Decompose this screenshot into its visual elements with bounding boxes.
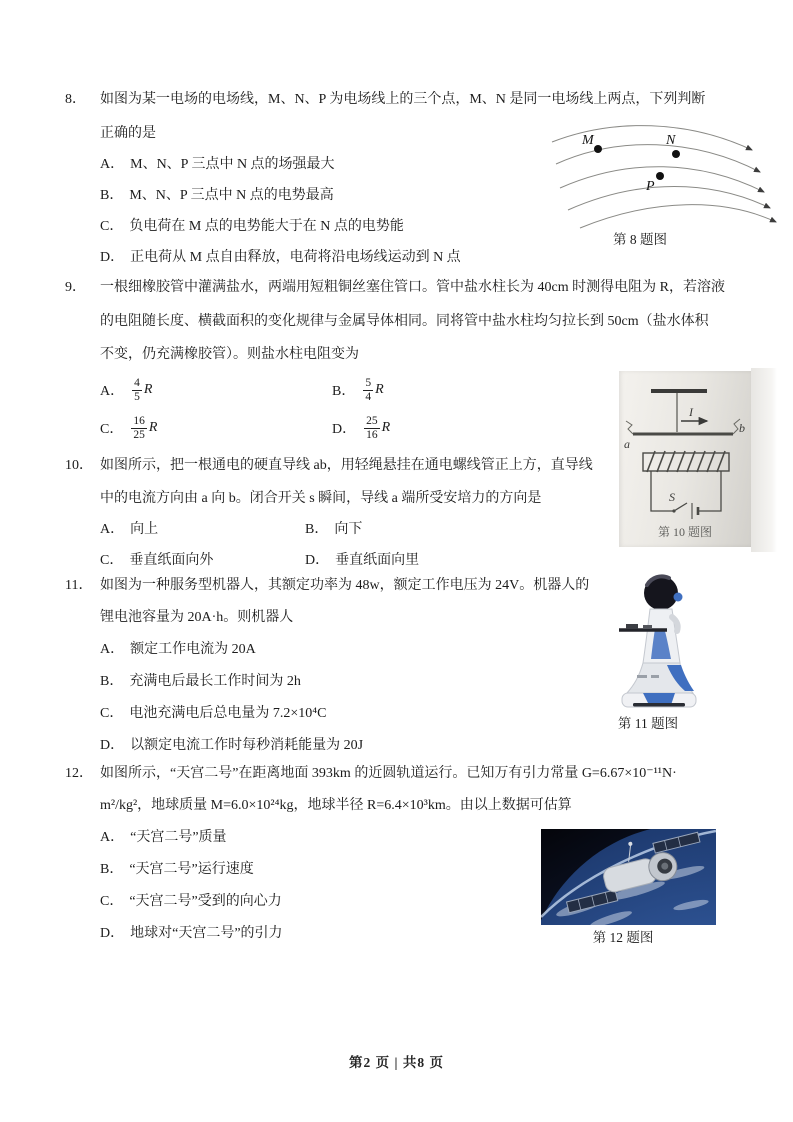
- option-label: B．: [100, 862, 124, 877]
- question-number: 10．: [65, 458, 93, 473]
- option-row: [65, 514, 610, 545]
- current-label: I: [689, 405, 693, 419]
- wire-end-b-label: b: [739, 421, 745, 435]
- option-9d: [332, 409, 390, 447]
- option-text: M、N、P 三点中 N 点的电势最高: [129, 188, 334, 203]
- point-n-label: N: [666, 133, 676, 148]
- question-line: [65, 570, 605, 602]
- option-label: C．: [100, 553, 124, 568]
- option-9b: [332, 371, 384, 409]
- wire-end-a-label: a: [624, 437, 630, 451]
- option-text: 以额定电流工作时每秒消耗能量为 20J: [130, 738, 364, 753]
- option-text: 正电荷从 M 点自由释放，电荷将沿电场线运动到 N 点: [130, 250, 461, 265]
- fraction: $\frac{25}{16}$: [366, 414, 378, 441]
- point-m-dot: [594, 145, 602, 153]
- option-11c: [65, 698, 605, 730]
- question-text: 如图为某一电场的电场线，M、N、P 为电场线上的三个点，M、N 是同一电场线上两点，下列判断: [100, 92, 706, 107]
- question-line: m²/kg²，地球质量 M=6.0×10²⁴kg，地球半径 R=6.4×10³km。由以上数据可估算: [100, 798, 572, 813]
- figure-11-caption: 第 11 题图: [617, 716, 679, 731]
- option-text: 负电荷在 M 点的电势能大于在 N 点的电势能: [129, 219, 404, 234]
- fraction: $\frac{4}{5}$: [134, 376, 140, 403]
- switch-label: S: [669, 490, 675, 504]
- option-text: R: [375, 382, 384, 397]
- robot-photo: [613, 567, 705, 715]
- page-footer: 第2 页 | 共8 页: [349, 1055, 444, 1070]
- satellite-photo: [541, 829, 716, 925]
- option-9c: [65, 409, 332, 447]
- point-n-dot: [672, 150, 680, 158]
- option-label: A．: [100, 522, 125, 537]
- option-10a: [65, 514, 305, 545]
- option-10b: [305, 514, 362, 545]
- point-p-label: P: [646, 179, 655, 194]
- option-label: B．: [100, 674, 124, 689]
- option-label: B．: [100, 188, 124, 203]
- switch-lever: [674, 503, 687, 511]
- option-label: B．: [305, 522, 329, 537]
- option-9a: [65, 371, 332, 409]
- option-text: M、N、P 三点中 N 点的场强最大: [130, 157, 335, 172]
- option-text: 向上: [130, 522, 159, 537]
- option-text: 垂直纸面向外: [129, 553, 214, 568]
- point-m-label: M: [582, 133, 594, 148]
- option-label: D．: [305, 553, 330, 568]
- option-text: 地球对“天宫二号”的引力: [130, 926, 283, 941]
- question-line: 锂电池容量为 20A·h。则机器人: [100, 610, 294, 625]
- option-text: R: [148, 420, 158, 435]
- question-line: 中的电流方向由 a 向 b。闭合开关 s 瞬间，导线 a 端所受安培力的方向是: [100, 491, 542, 506]
- figure-10-caption: 第 10 题图: [657, 525, 712, 539]
- figure-12-caption: 第 12 题图: [592, 930, 654, 945]
- option-label: C．: [100, 422, 124, 437]
- question-line: [65, 84, 775, 115]
- question-line: 的电阻随长度、横截面积的变化规律与金属导体相同。同将管中盐水柱均匀拉长到 50cm（盐水体积: [100, 314, 709, 329]
- solenoid-circuit-drawing: [619, 371, 751, 547]
- robot-ear: [674, 593, 683, 602]
- option-text: R: [143, 382, 153, 397]
- question-line: 正确的是: [100, 126, 156, 141]
- question-text: 如图为一种服务型机器人，其额定功率为 48w，额定工作电压为 24V。机器人的: [100, 578, 590, 593]
- option-label: C．: [100, 894, 124, 909]
- question-11: [65, 570, 605, 762]
- option-11a: [65, 634, 605, 666]
- option-label: B．: [332, 384, 356, 399]
- option-label: D．: [100, 926, 125, 941]
- question-line: [65, 758, 775, 790]
- option-label: D．: [100, 738, 125, 753]
- option-label: A．: [100, 384, 125, 399]
- option-label: A．: [100, 157, 125, 172]
- question-line: 不变，仍充满橡胶管）。则盐水柱电阻变为: [100, 347, 359, 362]
- option-text: 向下: [334, 522, 363, 537]
- point-p-dot: [656, 172, 664, 180]
- option-text: “天宫二号”质量: [130, 830, 227, 845]
- question-number: 12．: [65, 766, 93, 781]
- question-text: 如图所示，“天宫二号”在距离地面 393km 的近圆轨道运行。已知万有引力常量 G=6.67×10⁻¹¹N·: [100, 766, 677, 781]
- option-text: 额定工作电流为 20A: [130, 642, 256, 657]
- option-label: D．: [332, 422, 357, 437]
- question-text: 如图所示，把一根通电的硬直导线 ab，用轻绳悬挂在通电螺线管正上方，直导线: [100, 458, 593, 473]
- solenoid-circuit-figure: [619, 371, 751, 547]
- option-text: R: [381, 420, 391, 435]
- option-text: “天宫二号”受到的向心力: [129, 894, 282, 909]
- scan-artifact: [751, 368, 777, 552]
- option-text: 垂直纸面向里: [335, 553, 420, 568]
- option-11b: [65, 666, 605, 698]
- option-text: 电池充满电后总电量为 7.2×10⁴C: [129, 706, 327, 721]
- option-label: C．: [100, 219, 124, 234]
- option-label: D．: [100, 250, 125, 265]
- fraction: $\frac{16}{25}$: [133, 414, 145, 441]
- option-text: “天宫二号”运行速度: [129, 862, 254, 877]
- option-label: C．: [100, 706, 124, 721]
- option-label: A．: [100, 642, 125, 657]
- figure-8-caption: 第 8 题图: [613, 232, 667, 247]
- option-label: A．: [100, 830, 125, 845]
- field-lines-figure: [548, 116, 792, 234]
- fraction: $\frac{5}{4}$: [365, 376, 372, 403]
- option-text: 充满电后最长工作时间为 2h: [129, 674, 301, 689]
- question-number: 11．: [65, 578, 93, 593]
- question-10: [65, 450, 610, 576]
- question-number: 8．: [65, 92, 86, 107]
- question-number: 9．: [65, 280, 86, 295]
- question-line: [65, 450, 610, 481]
- question-line: [65, 272, 775, 303]
- question-text: 一根细橡胶管中灌满盐水，两端用短粗铜丝塞住管口。管中盐水柱长为 40cm 时测得电阻为 R，若溶液: [100, 280, 725, 295]
